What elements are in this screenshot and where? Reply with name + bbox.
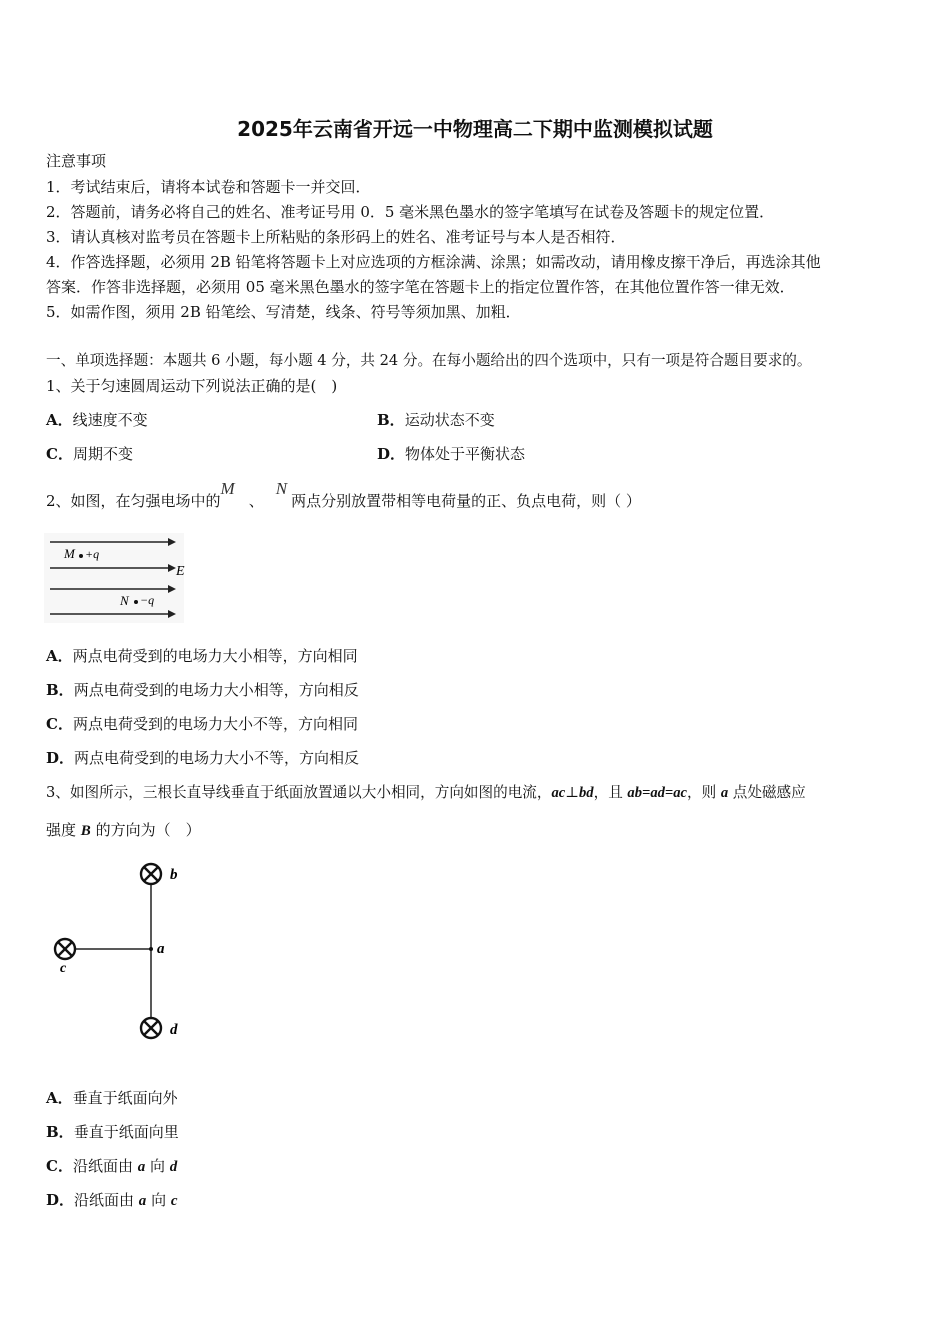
- var-ac: ac: [551, 785, 566, 801]
- q3-option-c: [46, 1157, 177, 1176]
- notice-item: 5．如需作图，须用 2B 铅笔绘、写清楚，线条、符号等须加黑、加粗．: [46, 303, 521, 321]
- notice-item: 1．考试结束后，请将本试卷和答题卡一并交回．: [46, 178, 371, 196]
- q3-option-d: [46, 1191, 178, 1210]
- q2-option-b: [46, 681, 359, 699]
- option-text: 线速度不变: [72, 411, 148, 429]
- option-text: 沿纸面由: [72, 1157, 138, 1175]
- notice-item: 2．答题前，请务必将自己的姓名、准考证号用 0．5 毫米黑色墨水的签字笔填写在试卷及答题卡的规定位置．: [46, 203, 775, 221]
- q3-option-b: [46, 1123, 179, 1141]
- stem-text: ，则: [687, 784, 721, 801]
- option-text: 向: [146, 1191, 171, 1209]
- option-letter: A．: [46, 411, 73, 429]
- option-text: 两点电荷受到的电场力大小相等，方向相反: [73, 681, 359, 699]
- q2-option-d: [46, 749, 359, 767]
- option-text: 沿纸面由: [74, 1191, 139, 1209]
- stem-text: 的方向为（ ）: [90, 821, 201, 839]
- option-text: 垂直于纸面向里: [73, 1123, 179, 1141]
- notice-item: 4．作答选择题，必须用 2B 铅笔将答题卡上对应选项的方框涂满、涂黑；如需改动，请用橡皮擦干净后，再选涂其他: [46, 253, 821, 271]
- q2-option-c: [46, 715, 358, 733]
- option-letter: A．: [46, 647, 73, 665]
- option-letter: A．: [46, 1089, 73, 1107]
- q2-stem: [46, 479, 641, 510]
- magnetic-field-figure: [48, 858, 198, 1048]
- label-e: E: [176, 564, 185, 579]
- var-a: a: [137, 1159, 146, 1175]
- option-text: 物体处于平衡状态: [405, 445, 526, 463]
- option-letter: D．: [46, 749, 75, 767]
- q2-option-a: [46, 647, 358, 665]
- stem-text: ，且: [593, 784, 628, 801]
- option-text: 垂直于纸面向外: [72, 1089, 178, 1107]
- label-d: d: [170, 1022, 178, 1038]
- label-c: c: [60, 961, 67, 976]
- page-title: 2025年云南省开远一中物理高二下期中监测模拟试题: [237, 117, 713, 141]
- label-a: a: [157, 941, 165, 957]
- q3-option-a: [46, 1089, 178, 1107]
- option-text: 两点电荷受到的电场力大小不等，方向相同: [72, 715, 358, 733]
- label-minus-q: −q: [140, 593, 155, 607]
- stem-text: 点处磁感应: [728, 784, 806, 801]
- q3-stem-line2: [46, 821, 201, 840]
- charge-dot: [134, 600, 138, 604]
- section-heading: 一、单项选择题：本题共 6 小题，每小题 4 分，共 24 分。在每小题给出的四个选项中，只有一项是符合题目要求的。: [46, 352, 812, 369]
- option-text: 两点电荷受到的电场力大小不等，方向相反: [74, 749, 360, 767]
- q3-stem: [46, 784, 806, 802]
- q1-option-a: [46, 411, 148, 429]
- current-into-page-icon: [55, 939, 75, 959]
- var-bd: bd: [579, 785, 594, 801]
- point-a-dot: [149, 947, 153, 951]
- electric-field-figure: [44, 533, 194, 625]
- current-into-page-icon: [141, 1018, 161, 1038]
- stem-text: 两点分别放置带相等电荷量的正、负点电荷，则（ ）: [291, 492, 641, 510]
- stem-text: 2、如图，在匀强电场中的: [46, 492, 221, 510]
- option-text: 周期不变: [72, 445, 133, 463]
- var-ab-ad-ac: ab=ad=ac: [627, 785, 688, 801]
- option-letter: C．: [46, 1157, 73, 1175]
- option-letter: D．: [46, 1191, 75, 1209]
- stem-text: 3、如图所示，三根长直导线垂直于纸面放置通以大小相同，方向如图的电流，: [46, 784, 552, 801]
- q1-stem: 1、关于匀速圆周运动下列说法正确的是( ): [46, 377, 338, 395]
- option-text: 运动状态不变: [404, 411, 495, 429]
- notice-item: 答案．作答非选择题，必须用 05 毫米黑色墨水的签字笔在答题卡上的指定位置作答，在其他位置作答一律无效．: [46, 278, 795, 296]
- stem-text: 强度: [46, 821, 81, 839]
- option-letter: D．: [377, 445, 406, 463]
- label-n: N: [120, 593, 129, 608]
- stem-text: 、: [248, 492, 264, 510]
- var-a: a: [138, 1193, 147, 1209]
- option-letter: B．: [46, 1123, 74, 1141]
- option-letter: C．: [46, 715, 73, 733]
- charge-dot: [79, 554, 83, 558]
- notice-heading: 注意事项: [46, 152, 107, 170]
- var-a: a: [720, 785, 729, 801]
- q1-option-b: [377, 411, 495, 429]
- var-d: d: [169, 1159, 178, 1175]
- current-into-page-icon: [141, 864, 161, 884]
- var-c: c: [170, 1193, 178, 1209]
- var-m: M: [220, 479, 235, 498]
- var-n: N: [275, 479, 288, 498]
- var-b: B: [80, 823, 91, 839]
- option-text: 向: [145, 1157, 170, 1175]
- option-text: 两点电荷受到的电场力大小相等，方向相同: [72, 647, 358, 665]
- perp-symbol: ⊥: [565, 784, 579, 801]
- option-letter: B．: [46, 681, 74, 699]
- option-letter: B．: [377, 411, 405, 429]
- q1-option-d: [377, 445, 525, 463]
- label-plus-q: +q: [85, 547, 100, 561]
- notice-item: 3．请认真核对监考员在答题卡上所粘贴的条形码上的姓名、准考证号与本人是否相符．: [46, 228, 626, 246]
- q1-option-c: [46, 445, 133, 463]
- label-m: M: [64, 546, 75, 561]
- option-letter: C．: [46, 445, 73, 463]
- label-b: b: [170, 867, 178, 883]
